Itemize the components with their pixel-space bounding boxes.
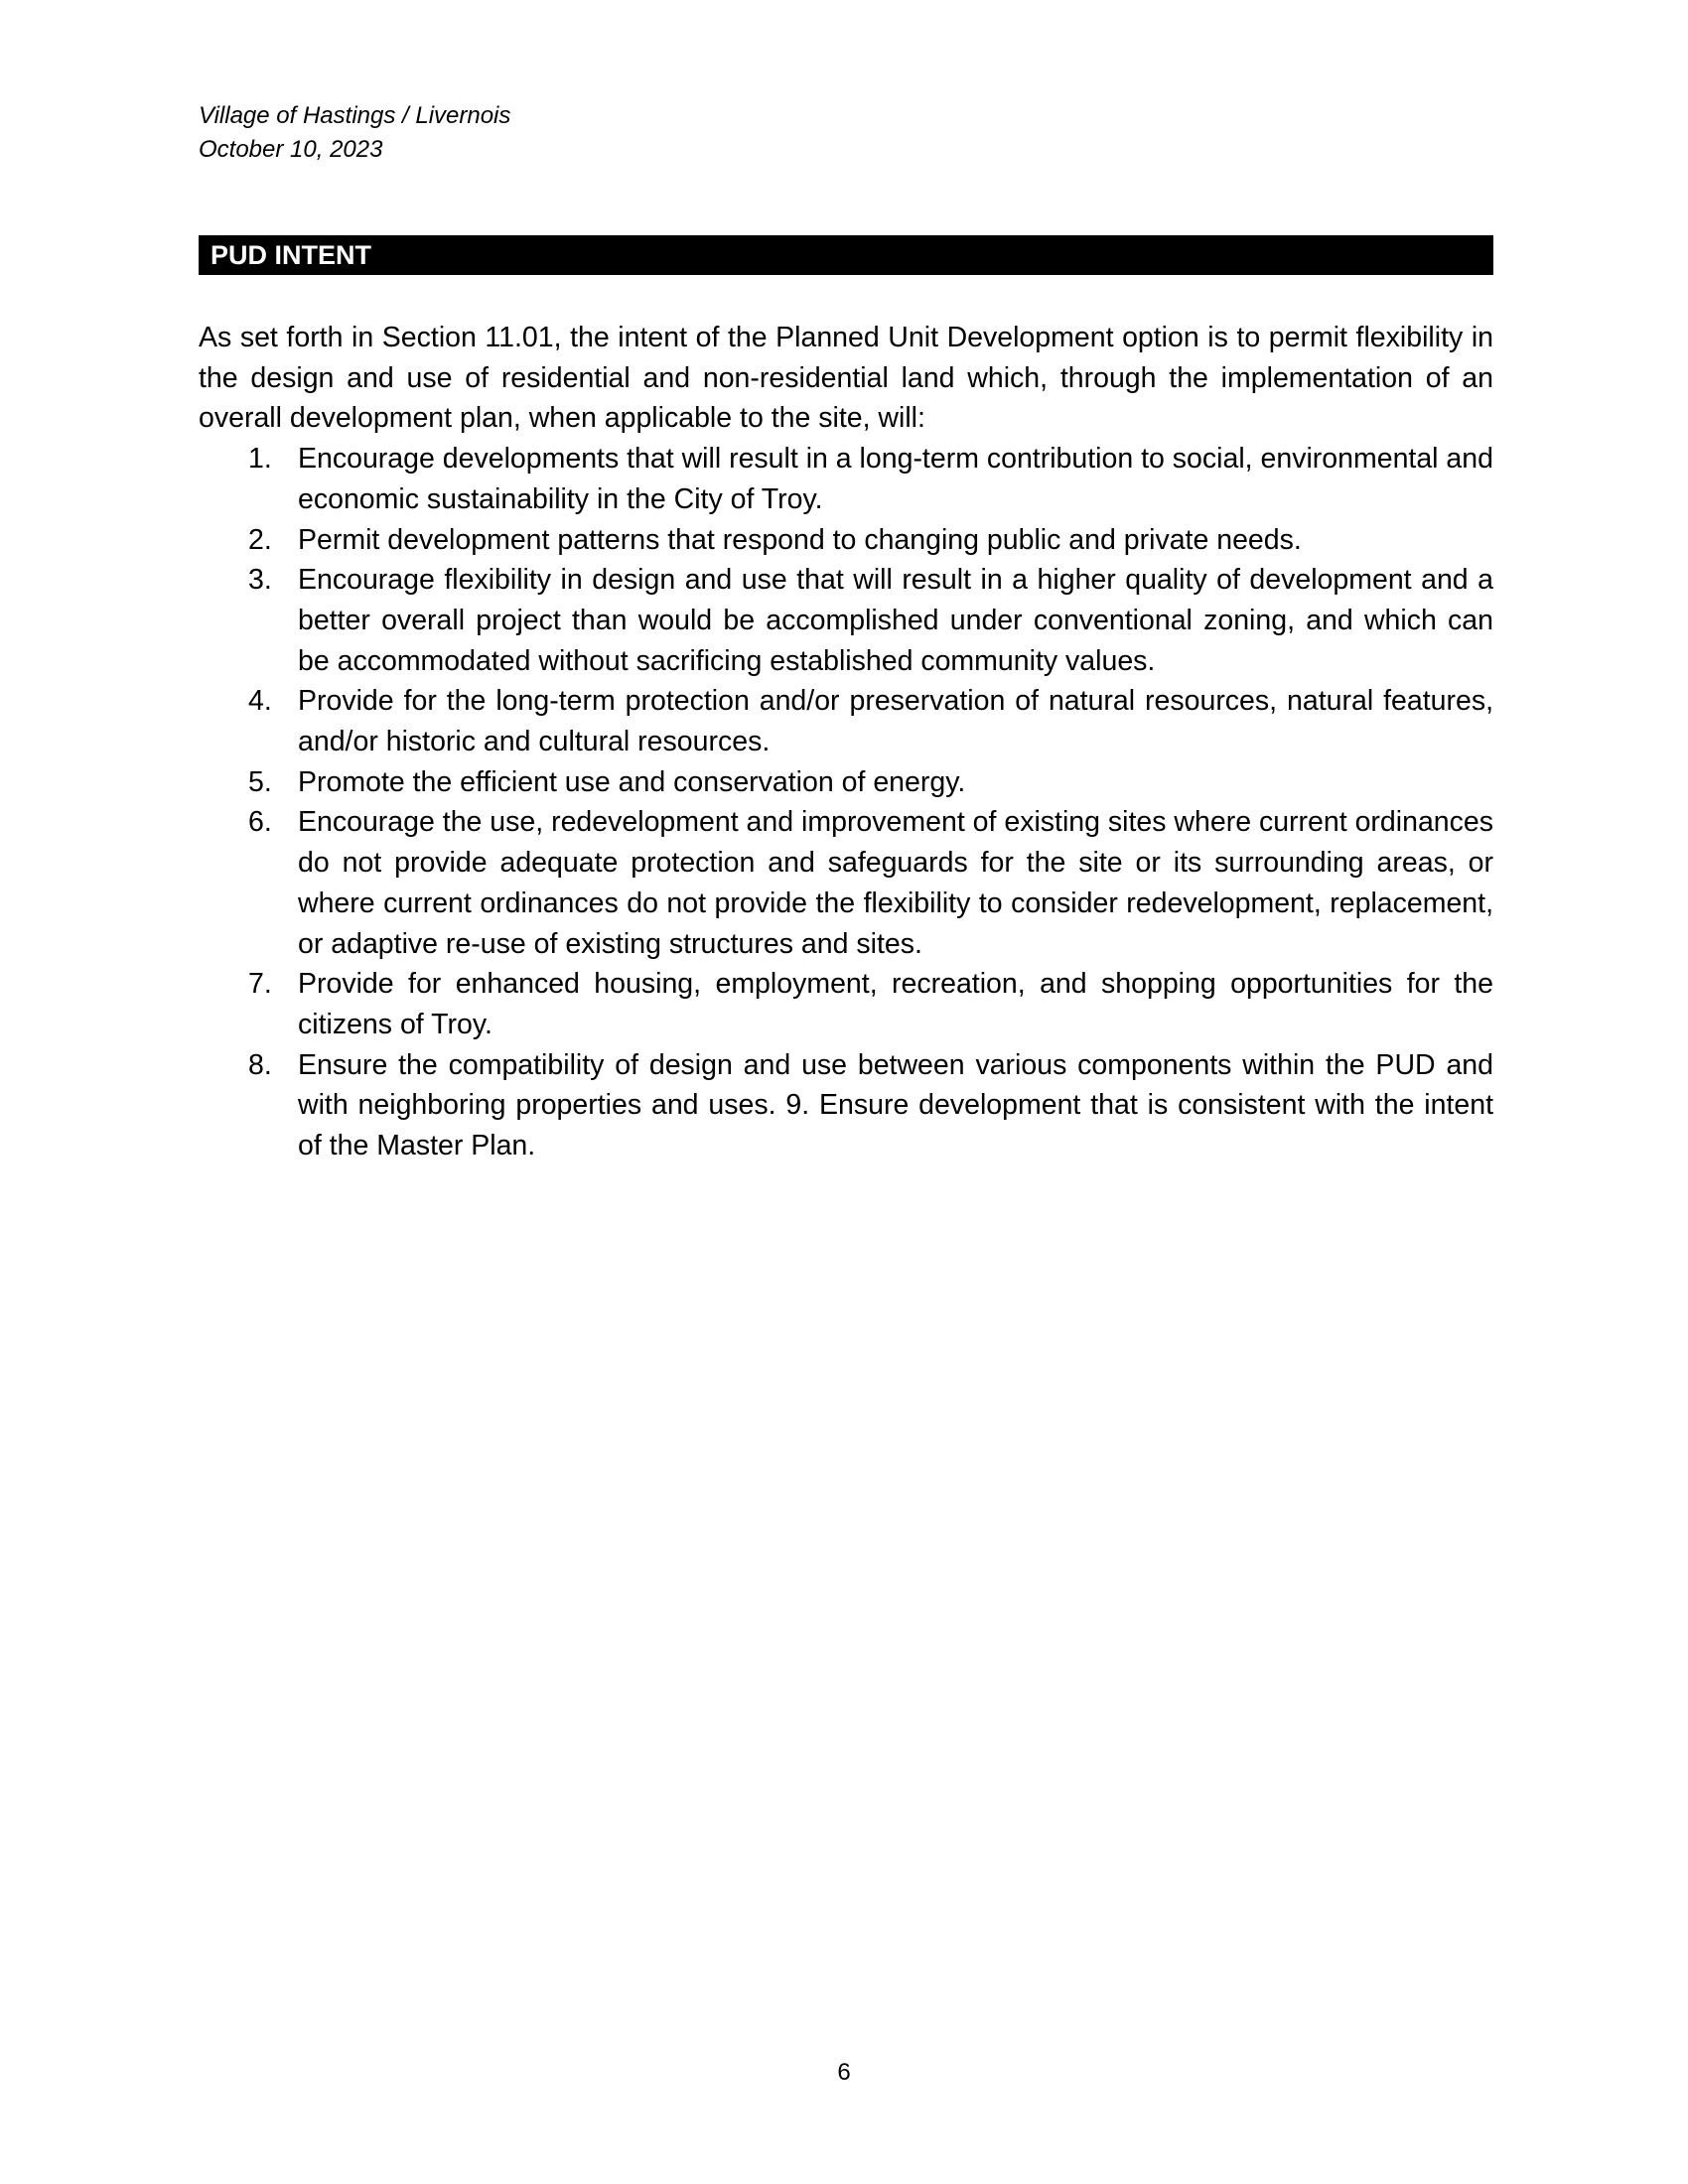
list-item-text: Ensure the compatibility of design and use between various components within the PUD and with neighboring properties and uses. 9. Ensure development that is consistent with the intent of the Master Plan. <box>298 1048 1493 1162</box>
intent-list <box>199 439 1493 1166</box>
list-item-text: Promote the efficient use and conservation of energy. <box>298 765 966 798</box>
list-item-text: Encourage the use, redevelopment and improvement of existing sites where current ordinances do not provide adequate protection and safeguards for the site or its surrounding areas, or where current ordinances do not provide the flexibility to consider redevelopment, replacement, or adaptive re-use of existing structures and sites. <box>298 806 1493 960</box>
section-heading-bar <box>199 235 1493 275</box>
list-item-text: Encourage developments that will result in a long-term contribution to social, environmental and economic sustainability in the City of Troy. <box>298 443 1493 515</box>
list-item-number: 8. <box>248 1048 272 1081</box>
document-body <box>199 318 1493 1166</box>
list-item <box>199 560 1493 681</box>
section-title: PUD INTENT <box>211 240 371 270</box>
list-item-text: Provide for enhanced housing, employment, recreation, and shopping opportunities for the citizens of Troy. <box>298 968 1493 1040</box>
header-project-name: Village of Hastings / Livernois <box>199 102 511 129</box>
list-item-text: Provide for the long-term protection and/or preservation of natural resources, natural features, and/or historic and cultural resources. <box>298 685 1493 758</box>
list-item <box>199 681 1493 761</box>
list-item-text: Permit development patterns that respond to changing public and private needs. <box>298 523 1302 556</box>
list-item <box>199 762 1493 803</box>
list-item <box>199 520 1493 561</box>
list-item-number: 2. <box>248 523 272 556</box>
list-item-number: 4. <box>248 685 272 718</box>
list-item <box>199 964 1493 1044</box>
document-header <box>199 99 510 167</box>
list-item <box>199 1045 1493 1166</box>
header-date: October 10, 2023 <box>199 136 383 163</box>
list-item-number: 1. <box>248 443 272 476</box>
list-item-text: Encourage flexibility in design and use that will result in a higher quality of development and a better overall project than would be accomplished under conventional zoning, and which can be accommodated without sacrificing established community values. <box>298 564 1493 677</box>
list-item-number: 7. <box>248 968 272 1001</box>
intro-paragraph: As set forth in Section 11.01, the intent of the Planned Unit Development option is to permit flexibility in the design and use of residential and non-residential land which, through the implementation of an overall development plan, when applicable to the site, will: <box>199 322 1493 435</box>
list-item <box>199 439 1493 519</box>
list-item-number: 3. <box>248 564 272 597</box>
page-number: 6 <box>837 2059 851 2086</box>
list-item-number: 5. <box>248 765 272 798</box>
list-item <box>199 802 1493 964</box>
list-item-number: 6. <box>248 806 272 839</box>
